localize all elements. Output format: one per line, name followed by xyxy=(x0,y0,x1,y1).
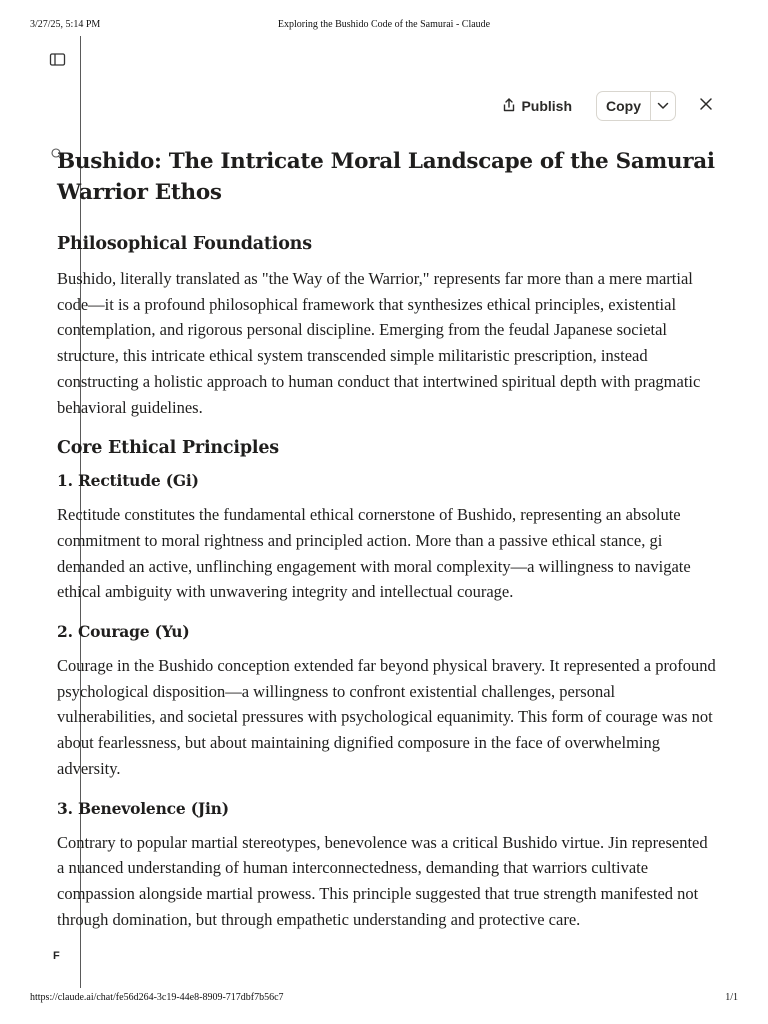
heading-philosophical-foundations: Philosophical Foundations xyxy=(57,234,312,254)
print-footer xyxy=(0,992,768,1006)
print-page-number: 1/1 xyxy=(725,992,738,1003)
sidebar-toggle-icon[interactable] xyxy=(49,52,67,68)
heading-rectitude: 1. Rectitude (Gi) xyxy=(57,471,199,491)
heading-core-principles: Core Ethical Principles xyxy=(57,438,279,459)
paragraph-foundations: Bushido, literally translated as "the Way of the Warrior," represents far more than a mere martial code—it is a profound philosophical framework that synthesizes ethical principles, existential contemplation, and rigorous personal discipline. Emerging from the feudal Japanese societal structure, this intricate ethical system transcended simple militaristic prescription, instead constructing a holistic approach to human conduct that intertwined spiritual depth with pragmatic behavioral guidelines. xyxy=(57,269,701,417)
publish-button[interactable] xyxy=(494,92,580,120)
heading-courage: 2. Courage (Yu) xyxy=(57,622,190,642)
paragraph-courage: Courage in the Bushido conception extended far beyond physical bravery. It represented a profound psychological disposition—a willingness to confront existential challenges, personal vulnerabilities, and societal pressures with psychological equanimity. This form of courage was not about fearlessness, but about maintaining dignified composure in the face of overwhelming adversity. xyxy=(57,656,716,778)
paragraph-benevolence: Contrary to popular martial stereotypes, benevolence was a critical Bushido virtue. Jin represented a nuanced understanding of human interconnectedness, demanding that warriors cultivate compassion alongside martial prowess. This principle suggested that true strength manifested not through domination, but through empathetic understanding and protective care. xyxy=(57,832,708,929)
artifact-document xyxy=(57,146,717,948)
print-page-title: Exploring the Bushido Code of the Samurai - Claude xyxy=(277,19,491,30)
copy-options-button[interactable] xyxy=(651,92,675,120)
share-upload-icon xyxy=(502,97,516,116)
copy-button[interactable]: Copy xyxy=(597,92,651,120)
close-icon xyxy=(699,97,713,116)
paragraph-rectitude: Rectitude constitutes the fundamental ethical cornerstone of Bushido, representing an absolute commitment to moral rightness and principled action. More than a passive ethical stance, gi demanded an active, unflinching engagement with moral complexity—a willingness to navigate ethical ambiguity with unwavering integrity and intellectual courage. xyxy=(57,505,691,602)
print-datetime: 3/27/25, 5:14 PM xyxy=(30,19,101,30)
print-header xyxy=(0,19,768,33)
stray-letter: F xyxy=(53,950,60,962)
heading-benevolence: 3. Benevolence (Jin) xyxy=(57,798,229,818)
chevron-down-icon xyxy=(657,97,669,115)
copy-button-group xyxy=(596,91,676,121)
print-url: https://claude.ai/chat/fe56d264-3c19-44e8-8909-717dbf7b56c7 xyxy=(30,992,284,1003)
publish-label: Publish xyxy=(521,98,572,114)
document-title: Bushido: The Intricate Moral Landscape of the Samurai Warrior Ethos xyxy=(57,149,715,205)
close-button[interactable] xyxy=(692,92,720,120)
artifact-toolbar xyxy=(494,91,720,121)
